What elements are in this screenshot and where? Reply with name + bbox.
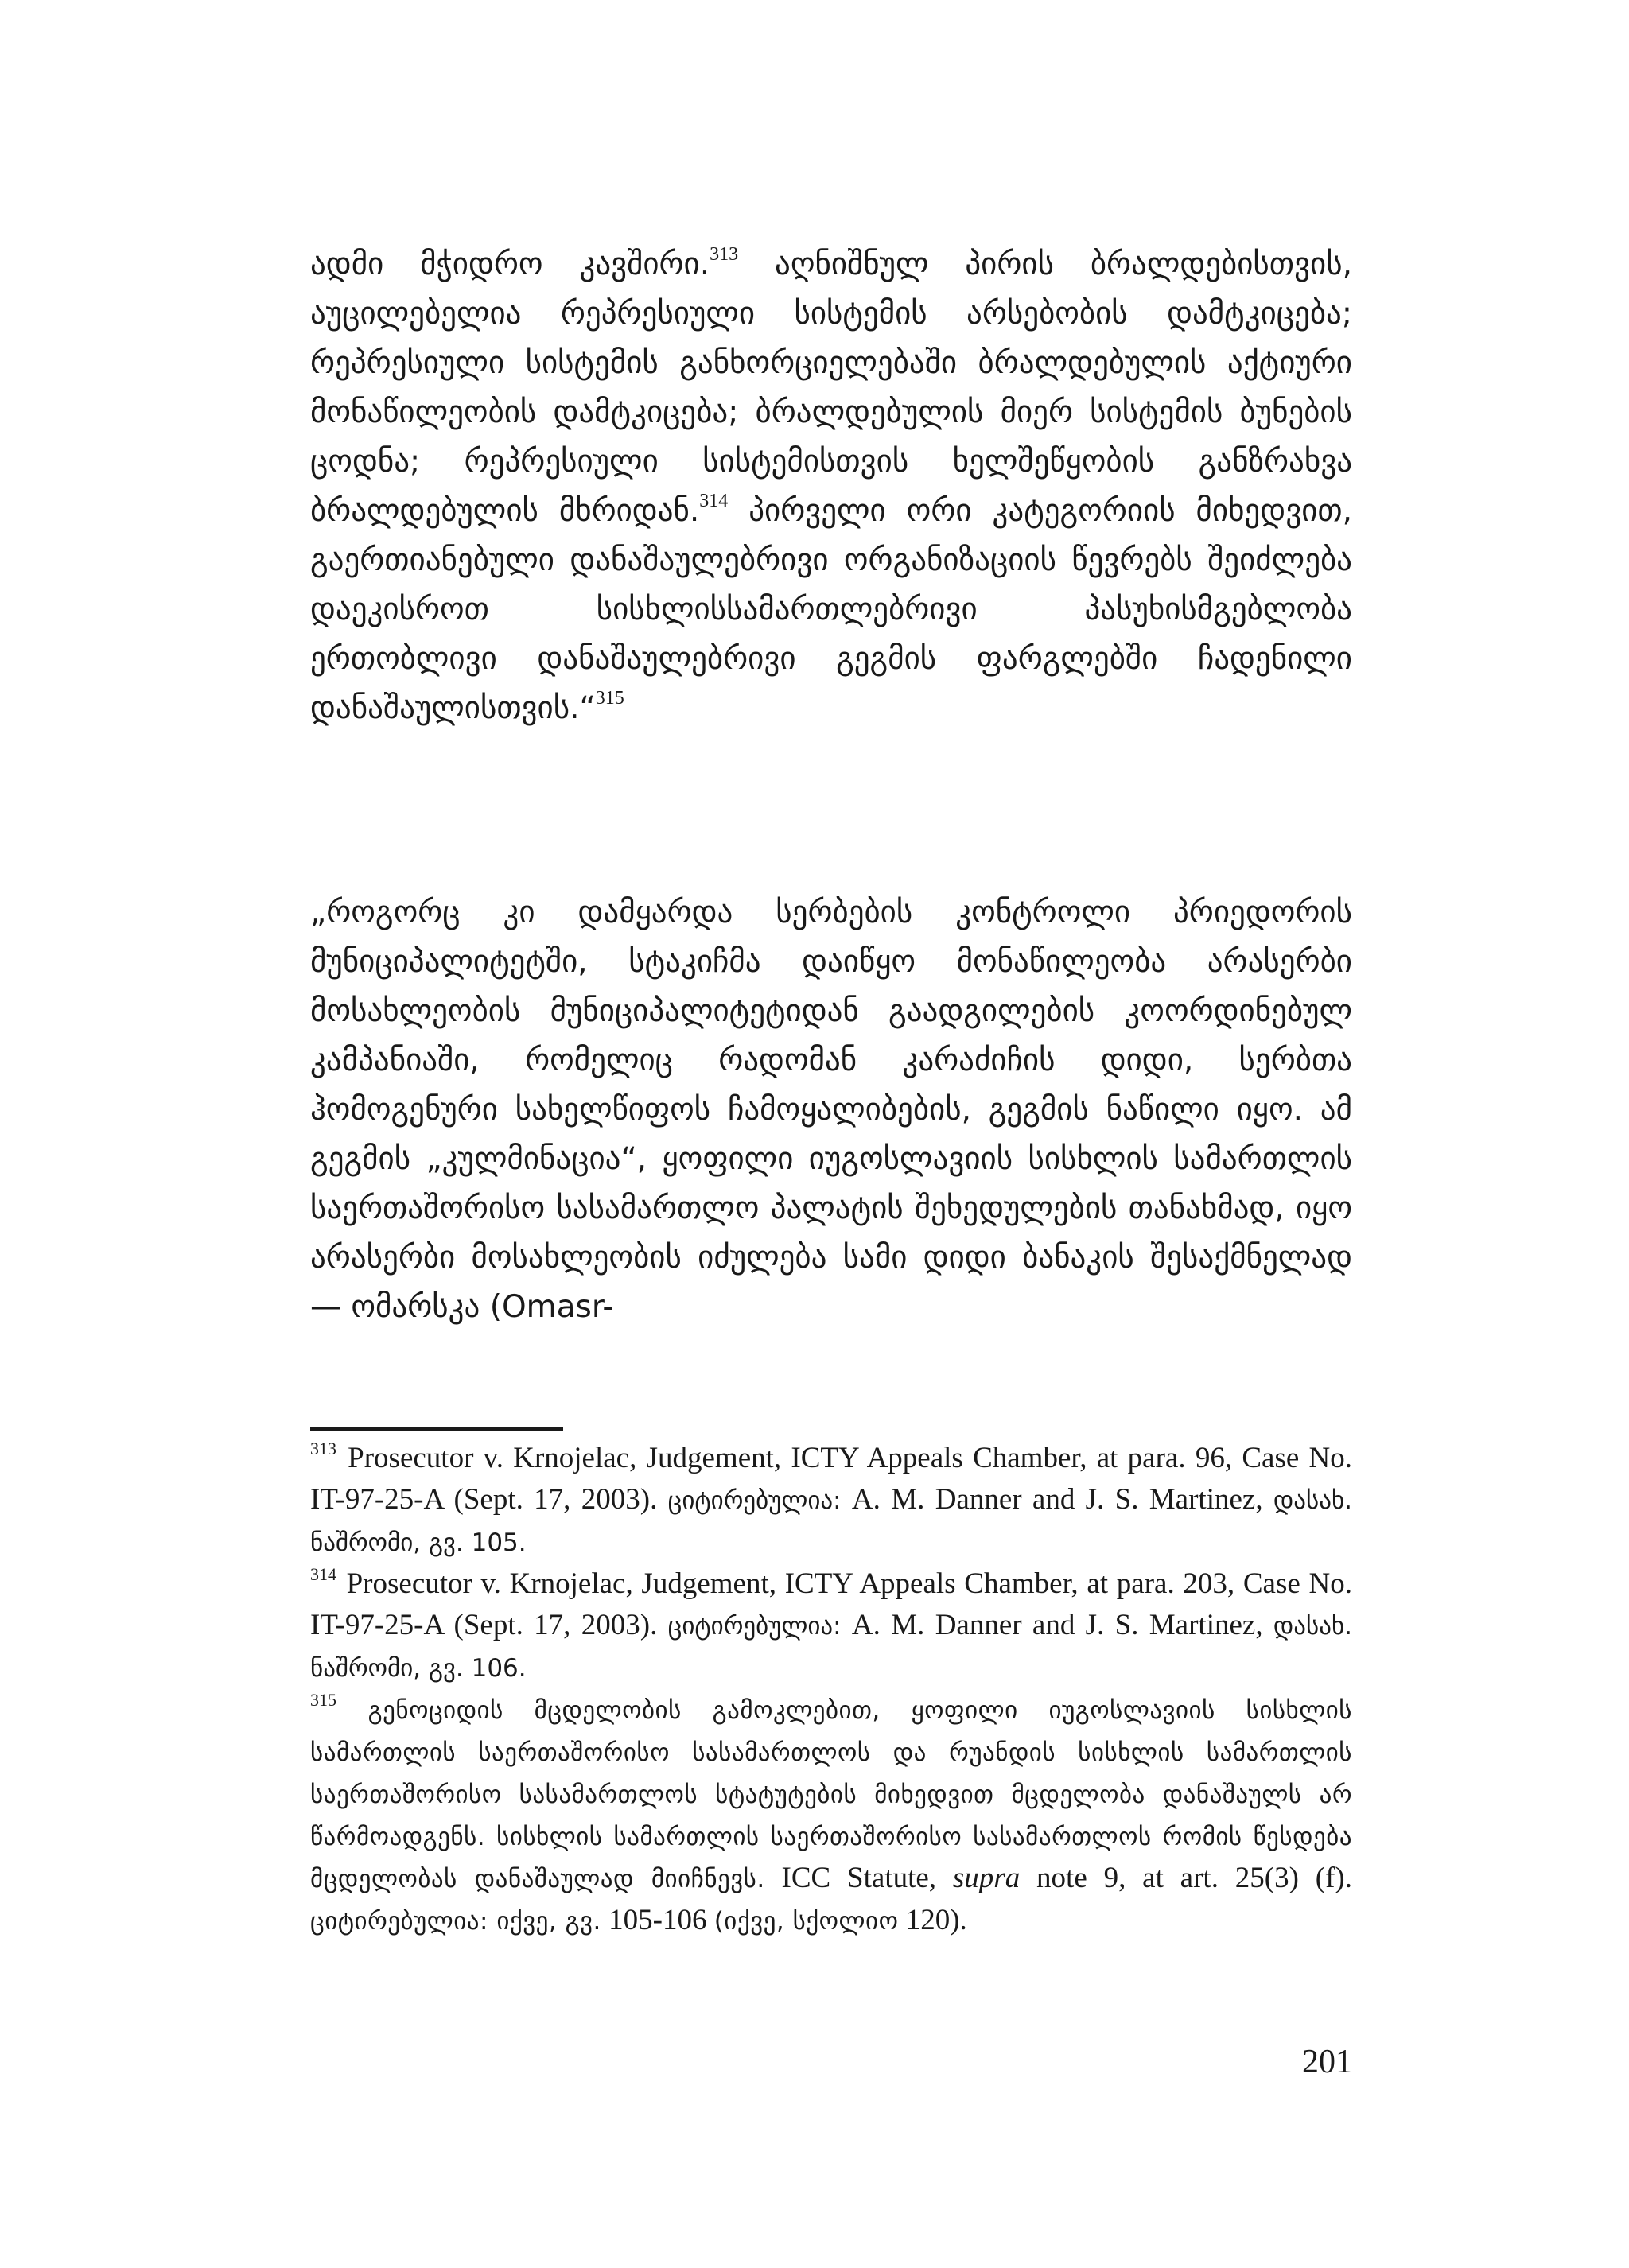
footnote-citation: Prosecutor v. Krnojelac, Judgement, ICTY Appeals Chamber, at para. 203, Case No. IT-97-25-A (Sept. 17, 2003).	[310, 1567, 1352, 1641]
footnote-text: გენოციდის მცდელობის გამოკლებით, ყოფილი იუგოსლავიის სისხლის სამართლის საერთაშორისო სასამართლოს და რუანდის სისხლის სამართლის საერთაშორისო სასამართლოს სტატუტების მიხედვით მცდელობა დანაშაულს არ წარმოადგენს. სისხლის სამართლის საერთაშორისო სასამართლოს რომის წესდება მცდელობას დანაშაულად მიიჩნევს.	[310, 1696, 1352, 1893]
body-paragraph-2	[310, 888, 1352, 1332]
footnote-ibid-number: 120).	[898, 1904, 967, 1936]
body-paragraph-1	[310, 240, 1352, 733]
footnote-ref-313: 313	[710, 244, 739, 265]
footnote-cited-label: ციტირებულია:	[667, 1612, 842, 1641]
footnote-number: 313	[310, 1439, 336, 1458]
paragraph-2-text: „როგორც კი დამყარდა სერბების კონტროლი პრიედორის მუნიციპალიტეტში, სტაკიჩმა დაიწყო მონაწილეობა არასერბი მოსახლეობის მუნიციპალიტეტიდან გაადგილების კოორდინებულ კამპანიაში, რომელიც რადომან კარაძიჩის დიდი, სერბთა ჰომოგენური სახელწიფოს ჩამოყალიბების, გეგმის ნაწილი იყო. ამ გეგმის „კულმინაცია“, ყოფილი იუგოსლავიის სისხლის სამართლის საერთაშორისო სასამართლო პალატის შეხედულების თანახმად, იყო არასერბი მოსახლეობის იძულება სამი დიდი ბანაკის შესაქმნელად — ომარსკა (Omasr-	[310, 895, 1352, 1325]
page-number: 201	[1302, 2044, 1352, 2080]
paragraph-1-segment-1: ადმი მჭიდრო კავშირი.	[310, 247, 710, 282]
footnote-314	[310, 1563, 1352, 1689]
footnote-authors: A. M. Danner and J. S. Martinez,	[841, 1609, 1273, 1641]
footnote-ref-315: 315	[595, 688, 624, 709]
paragraph-1-segment-3: პირველი ორი კატეგორიის მიხედვით, გაერთიანებული დანაშაულებრივი ორგანიზაციის წევრებს შეიძლება დაეკისროთ სისხლისსამართლებრივი პასუხისმგებლობა ერთობლივი დანაშაულებრივი გეგმის ფარგლებში ჩადენილი დანაშაულისთვის.“	[310, 493, 1353, 726]
footnote-pages: 105-106	[601, 1904, 714, 1936]
footnote-work-ref: დასახ. ნაშრომი, გვ. 105.	[310, 1486, 1352, 1557]
footnote-313	[310, 1438, 1352, 1563]
footnote-authors: A. M. Danner and J. S. Martinez,	[841, 1483, 1273, 1516]
footnote-citation: Prosecutor v. Krnojelac, Judgement, ICTY Appeals Chamber, at para. 96, Case No. IT-97-25-A (Sept. 17, 2003).	[310, 1442, 1352, 1516]
paragraph-1-segment-2: აღნიშნულ პირის ბრალდებისთვის, აუცილებელია რეპრესიული სისტემის არსებობის დამტკიცება; რეპრესიული სისტემის განხორციელებაში ბრალდებულის აქტიური მონაწილეობის დამტკიცება; ბრალდებულის მიერ სისტემის ბუნების ცოდნა; რეპრესიული სისტემისთვის ხელშეწყობის განზრახვა ბრალდებულის მხრიდან.	[310, 247, 1352, 529]
footnote-315	[310, 1689, 1352, 1942]
footnote-separator	[310, 1427, 563, 1431]
footnote-cited-label: ციტირებულია:	[667, 1486, 842, 1515]
footnote-work-ref: დასახ. ნაშრომი, გვ. 106.	[310, 1612, 1352, 1683]
footnote-ref-314: 314	[699, 491, 729, 511]
footnote-statute: ICC Statute,	[764, 1862, 953, 1894]
footnote-number: 314	[310, 1564, 336, 1584]
footnotes-section	[310, 1438, 1352, 1942]
footnote-cited-label: ციტირებულია: იქვე, გვ.	[310, 1907, 601, 1936]
footnote-article: note 9, at art. 25(3) (f).	[1020, 1862, 1352, 1894]
footnote-number: 315	[310, 1690, 336, 1710]
footnote-ibid: (იქვე, სქოლიო	[713, 1907, 899, 1936]
footnote-supra: supra	[952, 1862, 1021, 1894]
